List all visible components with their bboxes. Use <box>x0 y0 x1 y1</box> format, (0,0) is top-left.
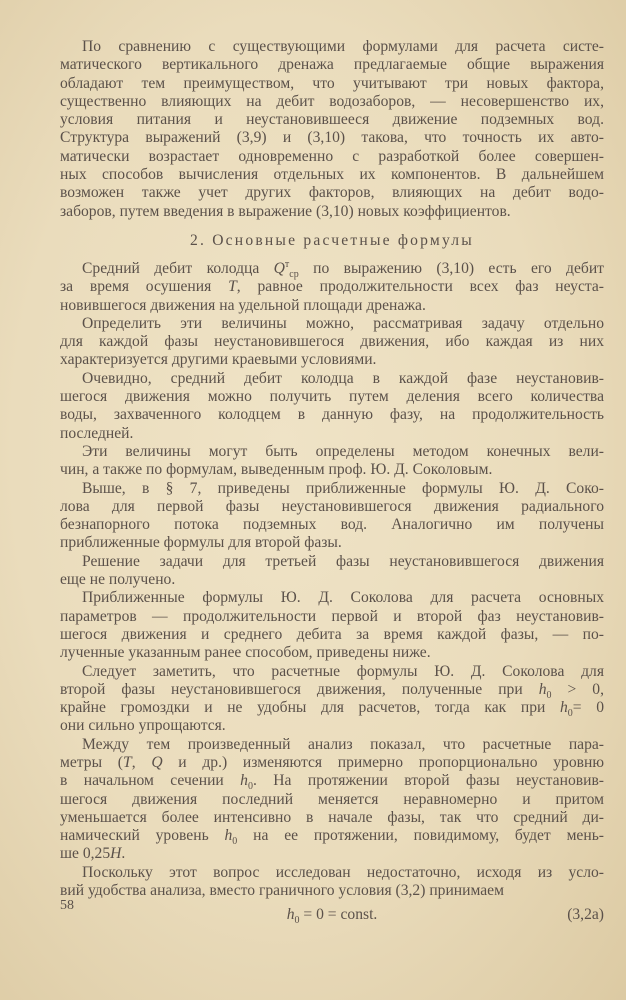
equation-number: (3,2a) <box>567 906 604 924</box>
text-line: последней. <box>60 424 134 442</box>
text-segment: , <box>131 753 152 771</box>
paragraph <box>60 864 604 901</box>
math-symbol: H <box>110 845 122 863</box>
text-segment: т <box>284 258 290 270</box>
text-line: лученные указанным ранее способом, приведены ниже. <box>60 644 431 662</box>
text-line <box>60 699 604 720</box>
text-segment: и др.) изменяются примерно пропорционально уровню <box>162 753 604 771</box>
text-line: условия питания и неустановившееся движение подземных вод. <box>60 111 604 129</box>
text-segment: второй фазы неустановившегося движения, полученные при <box>60 680 539 698</box>
text-line: обладают тем преимуществом, что учитывают три новых фактора, <box>60 74 604 92</box>
text-segment: за время осушения <box>60 278 229 296</box>
text-line: чин, а также по формулам, выведенным проф. Ю. Д. Соколовым. <box>60 461 493 479</box>
text-segment: крайне громоздки и не удобны для расчетов, тогда как при <box>60 699 560 717</box>
text-line: они сильно упрощаются. <box>60 717 226 735</box>
text-line: заборов, путем введения в выражение (3,10) новых коэффициентов. <box>60 202 511 220</box>
text-line <box>60 772 605 793</box>
equation-3-2a <box>60 904 604 926</box>
text-line: Очевидно, средний дебит колодца в каждой фазе неустановив- <box>82 369 604 387</box>
document-page <box>60 38 604 926</box>
text-segment: = 0 <box>572 699 604 717</box>
text-line: Структура выражений (3,9) и (3,10) такова, что точность их авто- <box>60 129 604 147</box>
text-line: еще не получено. <box>60 571 176 589</box>
text-segment: на ее протяжении, повидимому, будет мень- <box>237 827 605 845</box>
paragraph <box>60 589 604 662</box>
equation-body: $h_0 = 0$ = const. <box>286 906 378 927</box>
text-line: Решение задачи для третьей фазы неустановившегося движения <box>82 552 604 570</box>
text-line: характеризуется другими краевыми условиями. <box>60 351 377 369</box>
text-line: ных способов вычисления отдельных их компонентов. В дальнейшем <box>60 166 604 184</box>
math-symbol: h <box>559 699 568 717</box>
text-line: По сравнению с существующими формулами для расчета систе- <box>82 38 604 55</box>
text-segment: 0 <box>567 708 573 720</box>
paragraph <box>60 480 604 553</box>
math-symbol: T <box>228 278 237 296</box>
text-line: Выше, в § 7, приведены приближенные формулы Ю. Д. Соко- <box>82 479 604 497</box>
text-segment: ше 0,25 <box>60 845 111 863</box>
text-line: существенно влияющих на дебит водозаборов, — несовершенство их, <box>60 92 604 110</box>
math-symbol: h <box>224 827 233 845</box>
text-segment: > 0, <box>551 680 604 698</box>
paragraph <box>60 260 604 315</box>
paragraph <box>60 370 604 443</box>
text-line: воды, захваченного колодцем в данную фазу, на продолжительность <box>60 406 604 424</box>
text-line <box>60 754 604 772</box>
text-segment: метры ( <box>60 753 123 771</box>
text-line <box>60 845 604 863</box>
math-symbol: Q <box>151 753 163 771</box>
text-segment: 0 <box>232 836 238 848</box>
text-segment: . На протяжении второй фазы неустановив- <box>252 772 605 790</box>
text-segment: Средний дебит колодца <box>82 259 274 277</box>
text-line <box>60 827 605 848</box>
text-line <box>60 258 604 281</box>
paragraph <box>60 736 604 864</box>
text-line: Эти величины могут быть определены методом конечных вели- <box>82 442 604 460</box>
text-line: Между тем произведенный анализ показал, что расчетные пара- <box>82 735 604 753</box>
text-line <box>60 681 604 699</box>
text-segment: . <box>121 845 126 863</box>
text-line: возможен также учет других факторов, влияющих на дебит водо- <box>60 184 604 202</box>
text-line: вий удобства анализа, вместо граничного условия (3,2) принимаем <box>60 882 504 900</box>
text-line: параметров — продолжительности первой и второй фаз неустановив- <box>60 607 604 625</box>
text-segment: намический уровень <box>60 827 225 845</box>
text-line: матически возрастает одновременно с разработкой более совершен- <box>60 147 604 165</box>
paragraph <box>60 663 604 736</box>
page-number: 58 <box>60 898 74 913</box>
text-segment: 0 <box>546 689 552 701</box>
text-line <box>60 278 604 296</box>
paragraph <box>60 315 604 370</box>
text-line: Поскольку этот вопрос исследован недостаточно, исходя из усло- <box>82 863 604 881</box>
text-line: матического вертикального дренажа предлагаемые общие выражения <box>60 56 604 74</box>
text-line: безнапорного потока подземных вод. Аналогично им получены <box>60 516 604 534</box>
text-line: шегося движения и среднего дебита за время каждой фазы, — по- <box>60 625 604 643</box>
text-segment: по выражению (3,10) есть его дебит <box>298 259 604 277</box>
paragraph <box>60 38 604 221</box>
text-segment: в начальном сечении <box>60 772 241 790</box>
text-segment: , равное продолжительности всех фаз неуста- <box>236 278 604 296</box>
section-heading: 2. Основные расчетные формулы <box>190 231 474 249</box>
paragraph <box>60 553 604 590</box>
paragraph <box>60 443 604 480</box>
text-segment: ср <box>289 269 299 281</box>
text-line: новившегося движения на удельной площади дренажа. <box>60 296 426 314</box>
text-segment: 0 <box>247 781 253 793</box>
math-symbol: T <box>123 753 132 771</box>
math-symbol: h <box>240 772 248 790</box>
text-line: для каждой фазы неустановившегося движения, ибо каждая из них <box>60 333 604 351</box>
text-line: Определить эти величины можно, рассматривая задачу отдельно <box>82 314 604 332</box>
intro-section <box>60 38 604 221</box>
text-line: приближенные формулы для второй фазы. <box>60 534 342 552</box>
text-line: Следует заметить, что расчетные формулы Ю. Д. Соколова для <box>82 662 604 680</box>
text-line: лова для первой фазы неустановившегося движения радиального <box>60 497 604 515</box>
math-symbol: h <box>538 680 547 698</box>
text-line: шегося движения последний меняется неравномерно и притом <box>60 790 604 808</box>
section-body <box>60 260 604 900</box>
text-line: уменьшается более интенсивно в начале фазы, так что средний ди- <box>60 808 604 826</box>
text-line: Приближенные формулы Ю. Д. Соколова для расчета основных <box>82 589 604 607</box>
text-line: шегося движения можно получить путем деления всего количества <box>60 388 604 406</box>
math-symbol: Q <box>273 259 285 277</box>
